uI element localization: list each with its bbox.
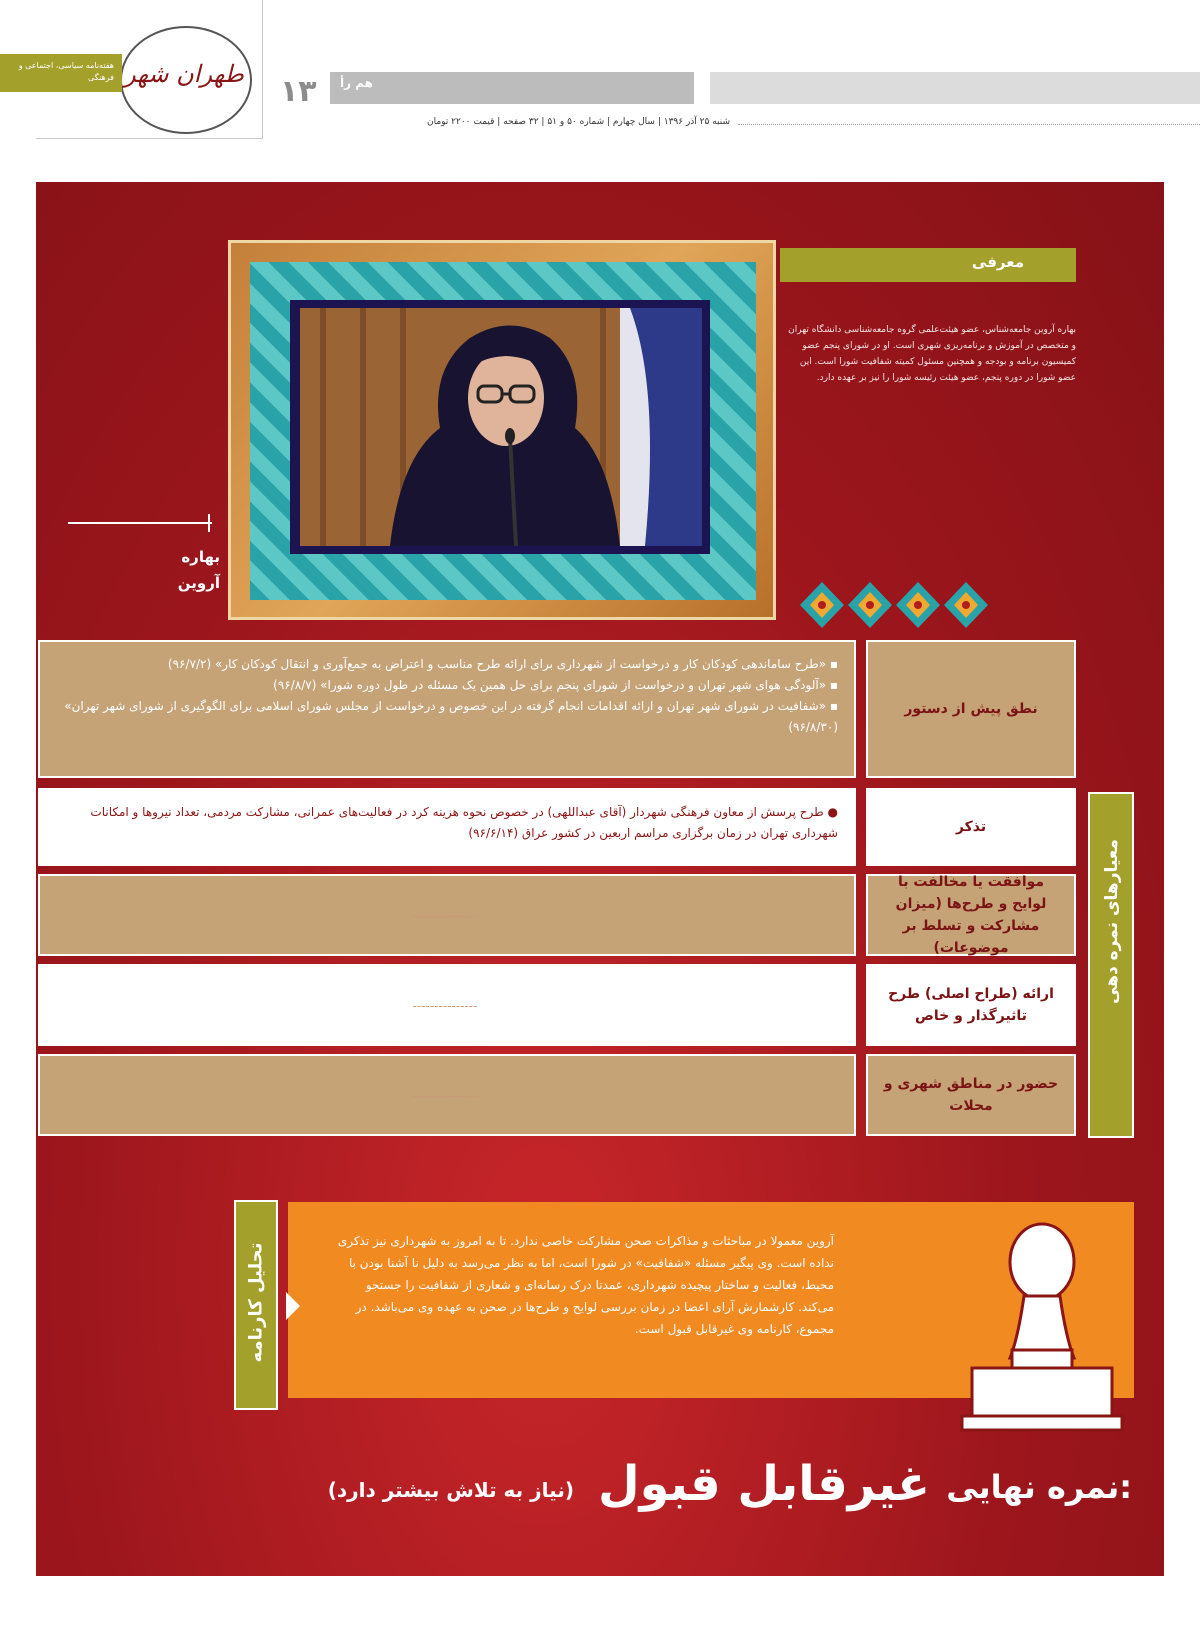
list-item: ▪ «شفافیت در شورای شهر تهران و ارائه اقدامات انجام گرفته در این خصوص و درخواست از مجلس شورای اسلامی برای الگوگیری از شورای شهر تهران» (۹۶/۸/۳۰) [64, 699, 838, 734]
empty-dash: --------------- [412, 999, 478, 1013]
diamond-ornaments [798, 580, 990, 630]
portrait-illustration [300, 308, 702, 546]
table-row-content [38, 964, 856, 1046]
criteria-side-label: معیارهای نمره دهی [1102, 839, 1122, 1004]
row-label-speech: نطق پیش از دستور [866, 640, 1076, 778]
row-label-presence: حضور در مناطق شهری و محلات [866, 1054, 1076, 1136]
analysis-text: آروین معمولا در مباحثات و مذاکرات صحن مشارکت خاصی ندارد. تا به امروز به شهرداری نیز تذکری نداده است. وی پیگیر مسئله «شفافیت» در شورا است، اما به نظر می‌رسد به دلیل نا آشنا بودن با محیط، فعالیت و ساختار پیچیده شهرداری، عمدتا درک رسانه‌ای و شعاری از شفافیت را جستجو می‌کند. کارشمارش آرای اعضا در زمان بررسی لوایح و طرح‌ها در صحن به عهده وی می‌باشد. در مجموع، کارنامه وی غیرقابل قبول است. [337, 1234, 834, 1336]
diamond-ornament [800, 582, 844, 628]
stamp-icon [954, 1218, 1130, 1448]
section-title: هم‌ رأ [340, 76, 373, 90]
table-row-content [38, 1054, 856, 1136]
section-bar [330, 72, 694, 104]
page-number: ۱۳ [280, 74, 317, 109]
row-label-notice: تذکر [866, 788, 1076, 866]
final-grade-note: (نیاز به تلاش بیشتر دارد) [327, 1478, 574, 1502]
intro-text: بهاره آروین جامعه‌شناس، عضو هیئت‌علمی گروه جامعه‌شناسی دانشگاه تهران و متخصص در آموزش و برنامه‌ریزی شهری است. او در شورای پنجم عضو کمیسیون برنامه و بودجه و همچنین مسئول کمیته شفافیت شورا است. این عضو شورا در دوره پنجم، عضو هیئت رئیسه شورا را نیز بر عهده دارد. [788, 325, 1076, 383]
logo-text: طهران شهر [124, 60, 244, 88]
row-label-proposal: ارائه (طراح اصلی) طرح تاثیرگذار و خاص [866, 964, 1076, 1046]
final-grade-label: نمره نهایی: [946, 1468, 1132, 1506]
analysis-heading: تحلیل کارنامه [245, 1242, 267, 1363]
header-grey-bar [710, 72, 1200, 104]
empty-dash: --------------- [412, 909, 478, 923]
name-divider [68, 522, 212, 524]
list-item: ▪ «آلودگی هوای شهر تهران و درخواست از شورای پنجم برای حل همین یک مسئله در طول دوره شورا» (۹۶/۸/۷) [273, 678, 838, 692]
list-item: ● طرح پرسش از معاون فرهنگی شهردار (آقای عبداللهی) در خصوص نحوه هزینه کرد در فعالیت‌های عمرانی، مشارکت مردمی، تعداد نیروها و امکانات شهرداری تهران در زمان برگزاری مراسم اربعین در کشور عراق (۹۶/۶/۱۴) [90, 805, 838, 840]
dotted-divider [738, 124, 1200, 125]
table-row-content [38, 640, 856, 778]
list-item: ▪ «طرح ساماندهی کودکان کار و درخواست از شهرداری برای ارائه طرح مناسب و اعتراض به جمع‌آوری و انتقال کودکان کار» (۹۶/۷/۲) [167, 657, 838, 671]
portrait-photo [300, 308, 702, 546]
name-divider-tick [208, 514, 210, 532]
arrow-icon [286, 1292, 300, 1320]
person-last-name: آروین [177, 574, 220, 592]
publication-tagline: هفته‌نامه سیاسی، اجتماعی و فرهنگی [0, 54, 122, 92]
table-row-content [38, 874, 856, 956]
table-row-content [38, 788, 856, 866]
intro-heading: معرفی [971, 253, 1024, 271]
person-first-name: بهاره [181, 548, 220, 566]
issue-dateline: شنبه ۲۵ آذر ۱۳۹۶ | سال چهارم | شماره ۵۰ و ۵۱ | ۳۲ صفحه | قیمت ۲۲۰۰ تومان [426, 117, 730, 127]
row-label-votes: موافقت یا مخالفت با لوایح و طرح‌ها (میزان مشارکت و تسلط بر موضوعات) [866, 874, 1076, 956]
final-grade: غیرقابل قبول [597, 1456, 930, 1512]
person-name [150, 544, 220, 596]
empty-dash: --------------- [412, 1089, 478, 1103]
